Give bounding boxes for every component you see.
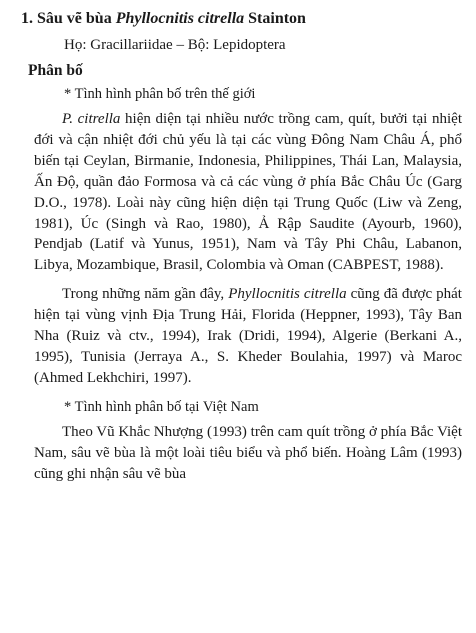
paragraph-vietnam: [34, 422, 462, 485]
paragraph-world-2: [34, 284, 462, 389]
para1-species: P. citrella: [62, 111, 121, 127]
para2-text: cũng đã được phát hiện tại vùng vịnh Địa Trung Hải, Florida (Heppner, 1993), Tây Ban Nha (Ruiz và ctv., 1994), Irak (Dridi, 1994), Algerie (Berkani A., 1995), Tunisia (Jerraya A., S. Kheder Boulahia, 1997) và Maroc (Ahmed Lekhchiri, 1997).: [34, 286, 462, 386]
heading-species: Phyllocnitis citrella: [115, 10, 245, 27]
para2-species: Phyllocnitis citrella: [228, 286, 347, 303]
bullet-vietnam-distribution: * Tình hình phân bố tại Việt Nam: [64, 398, 259, 415]
bullet-world-distribution: * Tình hình phân bố trên thế giới: [64, 86, 256, 102]
heading-prefix: 1. Sâu vẽ bùa: [21, 10, 116, 27]
para1-text: hiện diện tại nhiều nước trồng cam, quít, bưởi tại nhiệt đới và cận nhiệt đới chủ yếu là tại các vùng Đông Nam Châu Á, phổ biến tại Ceylan, Birmanie, Indonesia, Philippines, Thái Lan, Malaysia, Ấn Độ, quần đảo Formosa và cả các vùng ở phía Bắc Châu Úc (Garg D.O., 1978). Loài này cũng hiện diện tại Trung Quốc (Liw và Zeng, 1981), Úc (Singh và Rao, 1980), Ả Rập Saudite (Ayourb, 1960), Pendjab (Latif và Yunus, 1951), Nam và Tây Phi Châu, Labanon, Libya, Mozambique, Brasil, Colombia và Oman (CABPEST, 1988).: [34, 111, 462, 274]
paragraph-world-1: [34, 109, 462, 276]
taxonomy-line: Họ: Gracillariidae – Bộ: Lepidoptera: [64, 37, 286, 53]
heading-suffix: Stainton: [244, 10, 306, 27]
distribution-title: Phân bố: [28, 62, 83, 79]
para2-lead: Trong những năm gần đây,: [62, 286, 229, 303]
para3-text: Theo Vũ Khắc Nhượng (1993) trên cam quít trồng ở phía Bắc Việt Nam, sâu vẽ bùa là một loài tiêu biểu và phổ biến. Hoàng Lâm (1993) cũng ghi nhận sâu vẽ bùa: [34, 423, 462, 482]
section-heading: [21, 8, 462, 30]
